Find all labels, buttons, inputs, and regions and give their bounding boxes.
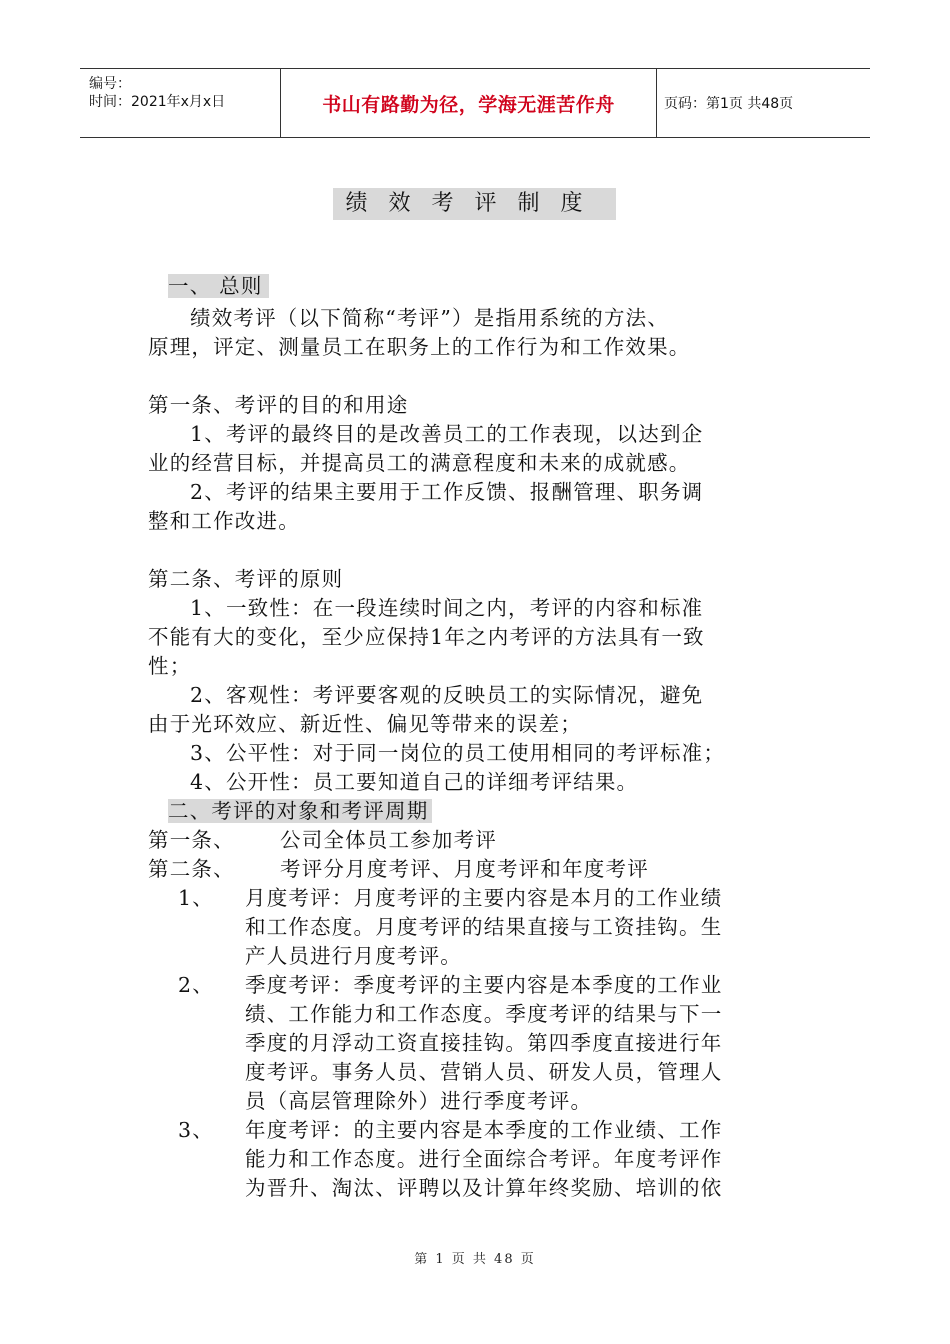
paragraph-line: 原理，评定、测量员工在职务上的工作行为和工作效果。 xyxy=(148,335,691,359)
section-heading xyxy=(168,272,269,301)
paragraph-line: 员（高层管理除外）进行季度考评。 xyxy=(245,1089,593,1113)
section-heading xyxy=(168,797,432,826)
document-title: 绩效考评制度 xyxy=(333,188,616,220)
paragraph-line: 由于光环效应、新近性、偏见等带来的误差； xyxy=(148,712,582,736)
paragraph-line: 季度的月浮动工资直接挂钩。第四季度直接进行年 xyxy=(245,1031,723,1055)
article-heading: 第二条、考评的原则 xyxy=(148,567,344,591)
paragraph-line: 绩效考评（以下简称“考评”）是指用系统的方法、 xyxy=(190,306,670,330)
paragraph-line: 和工作态度。月度考评的结果直接与工资挂钩。生 xyxy=(245,915,723,939)
section-heading-text: 一、 总则 xyxy=(168,274,269,298)
paragraph-line: 能力和工作态度。进行全面综合考评。年度考评作 xyxy=(245,1147,723,1171)
number-label: 编号： xyxy=(89,76,131,92)
paragraph-line: 考评分月度考评、月度考评和年度考评 xyxy=(280,857,649,881)
paragraph-line: 月度考评：月度考评的主要内容是本月的工作业绩 xyxy=(245,886,723,910)
list-number: 2、 xyxy=(178,973,214,997)
page-header xyxy=(80,68,870,138)
page-footer: 第 1 页 共 48 页 xyxy=(414,1252,536,1267)
paragraph-line: 季度考评：季度考评的主要内容是本季度的工作业 xyxy=(245,973,723,997)
paragraph-line: 1、考评的最终目的是改善员工的工作表现，以达到企 xyxy=(190,422,704,446)
header-meta xyxy=(80,69,280,137)
paragraph-line: 度考评。事务人员、营销人员、研发人员，管理人 xyxy=(245,1060,723,1084)
paragraph-line: 3、公平性：对于同一岗位的员工使用相同的考评标准； xyxy=(190,741,726,765)
paragraph-line: 整和工作改进。 xyxy=(148,509,300,533)
article-label: 第一条、 xyxy=(148,828,235,852)
paragraph-line: 公司全体员工参加考评 xyxy=(280,828,497,852)
paragraph-line: 2、考评的结果主要用于工作反馈、报酬管理、职务调 xyxy=(190,480,704,504)
date-label: 时间：2021年x月x日 xyxy=(89,94,226,110)
paragraph-line: 年度考评：的主要内容是本季度的工作业绩、工作 xyxy=(245,1118,723,1142)
section-heading-text: 二、考评的对象和考评周期 xyxy=(168,799,432,823)
paragraph-line: 2、客观性：考评要客观的反映员工的实际情况，避免 xyxy=(190,683,704,707)
paragraph-line: 业的经营目标，并提高员工的满意程度和未来的成就感。 xyxy=(148,451,691,475)
list-number: 1、 xyxy=(178,886,214,910)
paragraph-line: 4、公开性：员工要知道自己的详细考评结果。 xyxy=(190,770,639,794)
paragraph-line: 产人员进行月度考评。 xyxy=(245,944,462,968)
article-heading: 第一条、考评的目的和用途 xyxy=(148,393,409,417)
article-label: 第二条、 xyxy=(148,857,235,881)
paragraph-line: 为晋升、淘汰、评聘以及计算年终奖励、培训的依 xyxy=(245,1176,723,1200)
header-motto: 书山有路勤为径，学海无涯苦作舟 xyxy=(322,93,615,116)
header-divider xyxy=(656,69,657,137)
paragraph-line: 不能有大的变化，至少应保持1年之内考评的方法具有一致 xyxy=(148,625,705,649)
header-page-info: 页码：第1页 共48页 xyxy=(664,96,794,112)
list-number: 3、 xyxy=(178,1118,214,1142)
paragraph-line: 1、一致性：在一段连续时间之内，考评的内容和标准 xyxy=(190,596,704,620)
paragraph-line: 绩、工作能力和工作态度。季度考评的结果与下一 xyxy=(245,1002,723,1026)
paragraph-line: 性； xyxy=(148,654,192,678)
